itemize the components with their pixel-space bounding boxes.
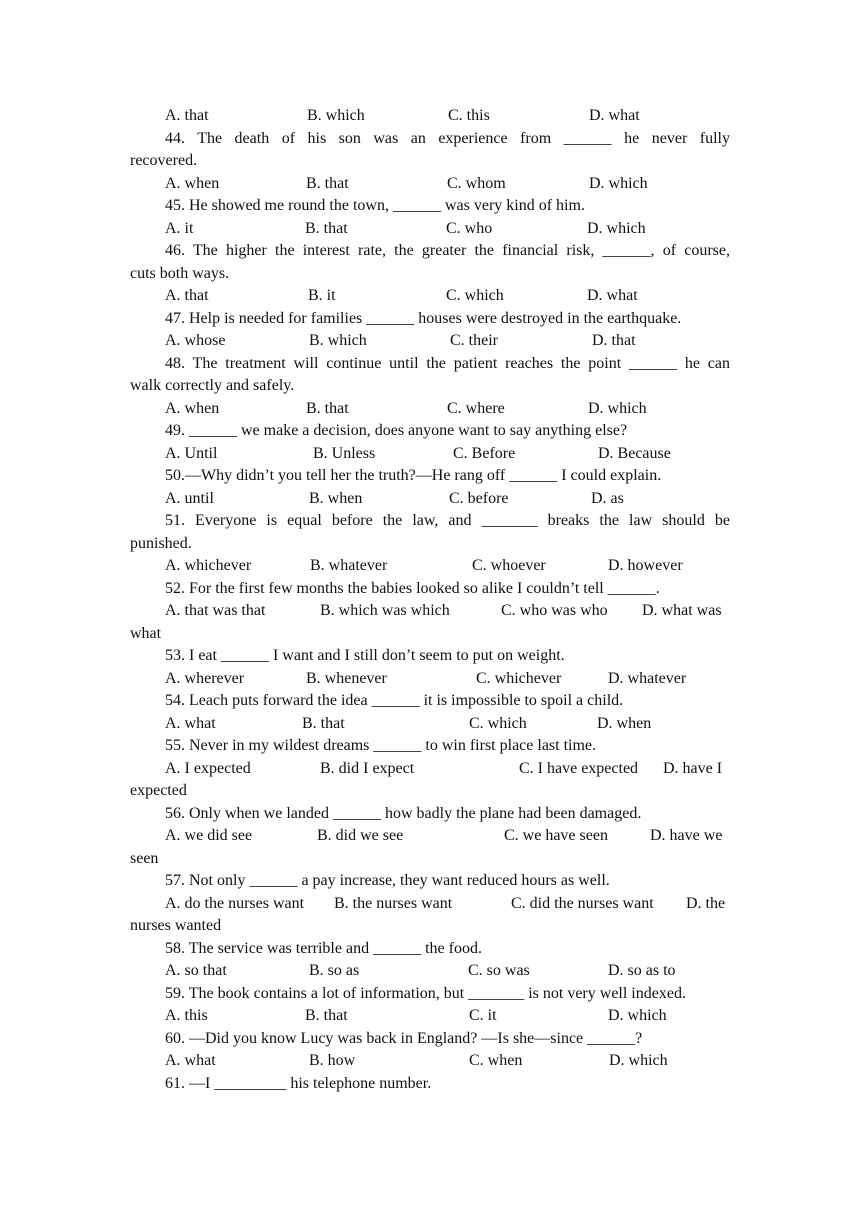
question-text: 46. The higher the interest rate, the greater the financial risk, ______, of course, (165, 242, 730, 259)
option-b: B. which (309, 332, 367, 349)
question-text: 51. Everyone is equal before the law, and _______ breaks the law should be (165, 512, 730, 529)
option-d: D. what (589, 107, 640, 124)
option-a: A. so that (165, 962, 227, 979)
option-a: A. Until (165, 444, 218, 462)
option-d: D. which (609, 1052, 668, 1069)
option-a: A. when (165, 174, 220, 192)
option-c: C. who was who (501, 602, 608, 619)
option-a: A. whose (165, 332, 226, 349)
option-d: D. what was (642, 602, 722, 619)
option-b: B. it (308, 287, 336, 304)
option-d: D. which (589, 174, 648, 192)
option-c: C. which (446, 287, 504, 304)
question-text: 47. Help is needed for families ______ houses were destroyed in the earthquake. (165, 309, 682, 327)
option-a: A. until (165, 489, 214, 507)
option-b: B. whatever (310, 557, 388, 574)
option-b: B. so as (309, 962, 360, 979)
option-continued: expected (130, 782, 187, 799)
question-text: 61. —I _________ his telephone number. (165, 1074, 432, 1092)
option-b: B. that (306, 399, 349, 417)
option-b: B. when (309, 489, 363, 507)
option-d: D. Because (598, 444, 671, 462)
question-text: 49. ______ we make a decision, does anyone want to say anything else? (165, 422, 628, 439)
question-text: 55. Never in my wildest dreams ______ to win first place last time. (165, 737, 597, 754)
option-continued: nurses wanted (130, 917, 222, 934)
option-a: A. this (165, 1007, 208, 1024)
option-c: C. whom (447, 174, 506, 192)
option-a: A. when (165, 399, 220, 417)
option-c: C. we have seen (504, 827, 608, 844)
question-text: 60. —Did you know Lucy was back in England? —Is she—since ______? (165, 1029, 643, 1047)
option-d: D. however (608, 557, 683, 574)
option-d: D. whatever (608, 669, 687, 687)
question-text-continued: walk correctly and safely. (130, 377, 295, 394)
option-d: D. that (592, 332, 636, 349)
option-b: B. which (307, 107, 365, 124)
question-text: 59. The book contains a lot of information, but _______ is not very well indexed. (165, 984, 686, 1002)
option-c: C. I have expected (519, 759, 639, 777)
option-d: D. what (587, 287, 638, 304)
option-continued: what (130, 624, 162, 642)
option-c: C. before (449, 489, 509, 507)
option-a: A. that (165, 107, 209, 124)
option-a: A. whichever (165, 557, 252, 574)
question-text: 57. Not only ______ a pay increase, they want reduced hours as well. (165, 872, 610, 889)
question-text: 44. The death of his son was an experience from ______ he never fully (165, 129, 730, 147)
option-c: C. did the nurses want (511, 894, 654, 912)
option-c: C. so was (468, 962, 530, 979)
option-b: B. that (305, 219, 348, 237)
option-d: D. so as to (608, 962, 676, 979)
question-text-continued: punished. (130, 534, 192, 552)
option-d: D. which (587, 219, 646, 237)
option-b: B. that (302, 714, 345, 732)
option-c: C. this (448, 107, 490, 124)
option-b: B. did I expect (320, 759, 415, 777)
option-c: C. whichever (476, 669, 562, 687)
option-a: A. it (165, 219, 194, 237)
question-text-continued: cuts both ways. (130, 264, 230, 282)
question-text: 48. The treatment will continue until the patient reaches the point ______ he can (165, 354, 730, 372)
option-continued: seen (130, 849, 159, 867)
question-text-continued: recovered. (130, 152, 198, 169)
option-d: D. which (608, 1007, 667, 1024)
option-c: C. their (450, 332, 498, 349)
question-text: 45. He showed me round the town, ______ was very kind of him. (165, 197, 585, 214)
option-b: B. did we see (317, 827, 404, 844)
option-d: D. when (597, 714, 652, 732)
option-b: B. the nurses want (334, 894, 453, 912)
option-a: A. what (165, 714, 216, 732)
option-d: D. which (588, 399, 647, 417)
option-b: B. that (306, 174, 349, 192)
option-a: A. do the nurses want (165, 894, 305, 912)
option-a: A. I expected (165, 759, 251, 777)
option-c: C. it (469, 1007, 497, 1024)
question-text: 56. Only when we landed ______ how badly the plane had been damaged. (165, 804, 642, 822)
option-a: A. wherever (165, 669, 245, 687)
question-text: 50.—Why didn’t you tell her the truth?—He rang off ______ I could explain. (165, 467, 662, 484)
option-b: B. whenever (306, 669, 387, 687)
option-c: C. Before (453, 444, 516, 462)
question-text: 52. For the first few months the babies looked so alike I couldn’t tell ______. (165, 579, 660, 597)
option-a: A. we did see (165, 827, 253, 844)
option-d: D. as (591, 489, 624, 507)
option-d: D. the (686, 894, 726, 912)
option-d: D. have we (650, 827, 723, 844)
option-c: C. when (469, 1052, 523, 1069)
option-c: C. whoever (472, 557, 546, 574)
option-a: A. that was that (165, 602, 266, 619)
option-b: B. how (309, 1052, 356, 1069)
question-text: 53. I eat ______ I want and I still don’t seem to put on weight. (165, 647, 565, 664)
option-c: C. which (469, 714, 527, 732)
question-text: 54. Leach puts forward the idea ______ it is impossible to spoil a child. (165, 692, 624, 709)
option-b: B. that (305, 1007, 348, 1024)
option-c: C. who (446, 219, 493, 237)
option-c: C. where (447, 399, 505, 417)
option-b: B. which was which (320, 602, 450, 619)
question-text: 58. The service was terrible and ______ the food. (165, 939, 482, 957)
option-d: D. have I (663, 759, 723, 777)
option-a: A. that (165, 287, 209, 304)
option-a: A. what (165, 1052, 216, 1069)
option-b: B. Unless (313, 444, 376, 462)
